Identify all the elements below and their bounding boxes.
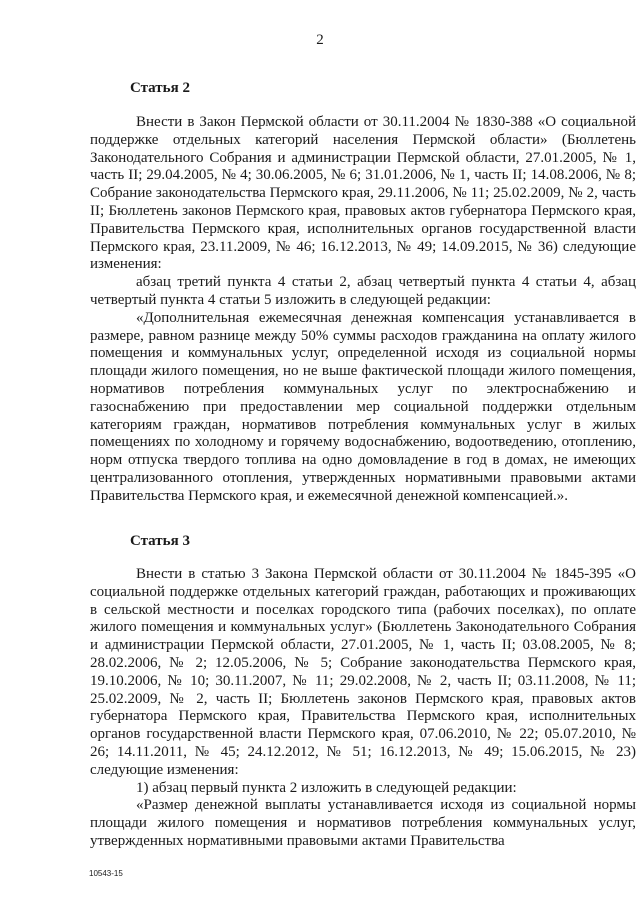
- article-2-heading: Статья 2: [130, 80, 190, 96]
- article-3-body: [90, 566, 636, 851]
- article-3-heading: Статья 3: [130, 533, 190, 549]
- article-2-paragraph: Внести в Закон Пермской области от 30.11.2004 № 1830-388 «О социальной поддержке отдельных категорий населения Пермской области» (Бюллетень Законодательного Собрания и администрации Пермской области, 27.01.2005, № 1, часть II; 29.04.2005, № 4; 30.06.2005, № 6; 31.01.2006, № 1, часть II; 14.08.2006, № 8; Собрание законодательства Пермского края, 29.11.2006, № 11; 25.02.2009, № 2, часть II; Бюллетень законов Пермского края, правовых актов губернатора Пермского края, Правительства Пермского края, исполнительных органов государственной власти Пермского края, 23.11.2009, № 46; 16.12.2013, № 49; 14.09.2015, № 36) следующие изменения:: [90, 114, 636, 273]
- document-code: 10543-15: [89, 869, 123, 878]
- article-3-paragraph: 1) абзац первый пункта 2 изложить в следующей редакции:: [136, 779, 517, 796]
- article-2-body: [90, 114, 636, 506]
- page-number: 2: [316, 32, 324, 48]
- article-2-paragraph: абзац третий пункта 4 статьи 2, абзац четвертый пункта 4 статьи 4, абзац четвертый пункта 4 статьи 5 изложить в следующей редакции:: [90, 274, 636, 308]
- article-3-quoted-paragraph: «Размер денежной выплаты устанавливается исходя из социальной нормы площади жилого помещения и нормативов потребления коммунальных услуг, утвержденных нормативными правовыми актами Правительства: [90, 797, 636, 849]
- article-3-paragraph: Внести в статью 3 Закона Пермской области от 30.11.2004 № 1845-395 «О социальной поддержке отдельных категорий граждан, работающих и проживающих в сельской местности и поселках городского типа (рабочих поселках), по оплате жилого помещения и коммунальных услуг» (Бюллетень Законодательного Собрания и администрации Пермской области, 27.01.2005, № 1, часть II; 03.08.2005, № 8; 28.02.2006, № 2; 12.05.2006, № 5; Собрание законодательства Пермского края, 19.10.2006, № 10; 30.11.2007, № 11; 29.02.2008, № 2, часть II; 03.11.2008, № 11; 25.02.2009, № 2, часть II; Бюллетень законов Пермского края, правовых актов губернатора Пермского края, Правительства Пермского края, исполнительных органов государственной власти Пермского края, 07.06.2010, № 22; 05.07.2010, № 26; 14.11.2011, № 45; 24.12.2012, № 51; 16.12.2013, № 49; 15.06.2015, № 23) следующие изменения:: [90, 566, 636, 778]
- article-2-quoted-paragraph: «Дополнительная ежемесячная денежная компенсация устанавливается в размере, равном разнице между 50% суммы расходов гражданина на оплату жилого помещения и коммунальных услуг, определенной исходя из социальной нормы площади жилого помещения, но не выше фактической площади жилого помещения, нормативов потребления коммунальных услуг по электроснабжению и газоснабжению при предоставлении мер социальной поддержки отдельным категориям граждан, нормативов потребления коммунальных услуг в жилых помещениях по холодному и горячему водоснабжению, водоотведению, отоплению, норм отпуска твердого топлива на одно домовладение в год в домах, не имеющих централизованного отопления, утвержденных нормативными правовыми актами Правительства Пермского края, и ежемесячной денежной компенсацией.».: [90, 309, 636, 504]
